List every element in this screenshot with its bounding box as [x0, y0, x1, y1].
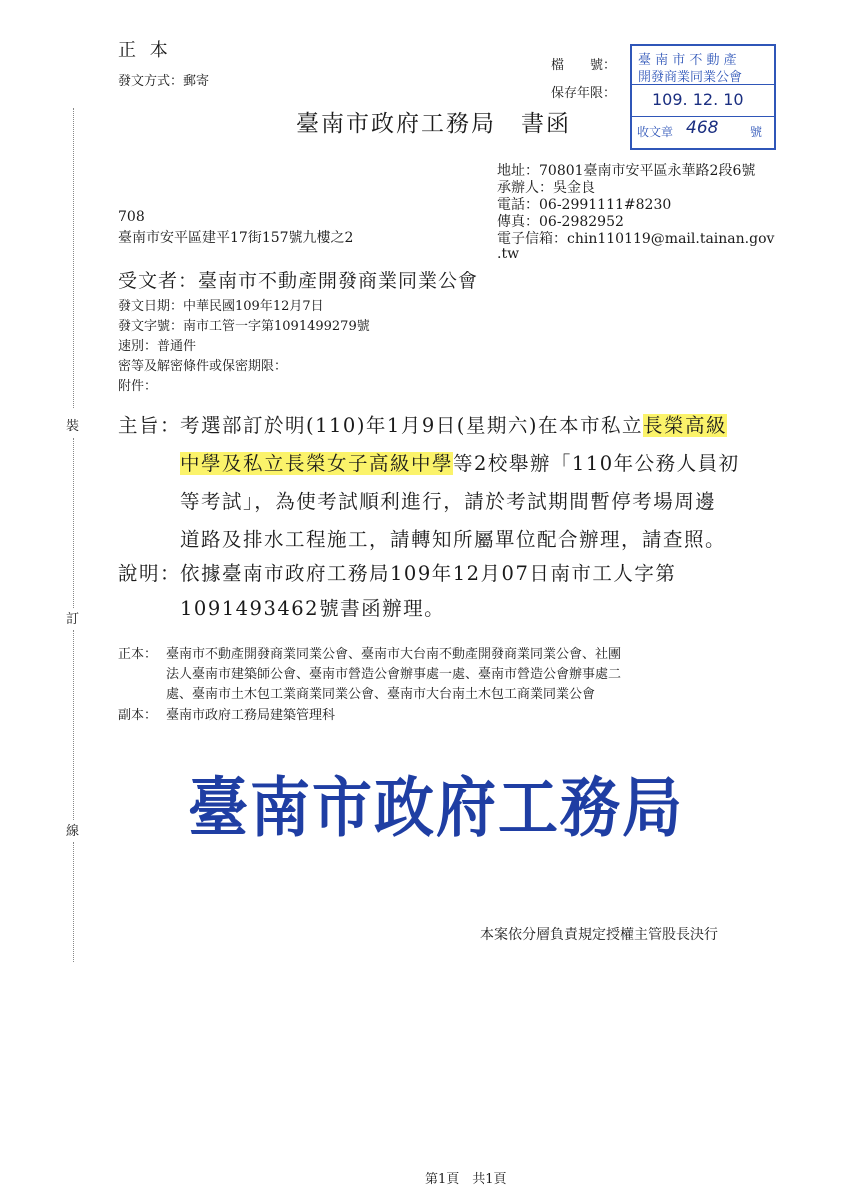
- recipient: 受文者：臺南市不動產開發商業同業公會: [118, 270, 479, 292]
- sender-email: 電子信箱：chin110119@mail.tainan.gov: [497, 231, 775, 247]
- stamp-date: 109. 12. 10: [652, 90, 744, 109]
- explanation-line-2: 1091493462號書函辦理。: [180, 597, 446, 620]
- subject-line-2-text: 等2校舉辦「110年公務人員初: [453, 452, 740, 475]
- stamp-org-line2: 開發商業同業公會: [638, 70, 743, 85]
- copy-type: 正 本: [118, 40, 172, 61]
- subject-line-4: 道路及排水工程施工，請轉知所屬單位配合辦理，請查照。: [180, 528, 727, 551]
- retention-label: 保存年限：: [551, 86, 617, 101]
- binding-line-top: [73, 108, 74, 408]
- subject-label: 主旨：: [118, 414, 182, 437]
- subject-line-1-text: 考選部訂於明(110)年1月9日(星期六)在本市私立: [180, 414, 643, 437]
- sender-address: 地址：70801臺南市安平區永華路2段6號: [497, 163, 756, 179]
- cc-copy-label: 副本：: [118, 708, 158, 723]
- subject-line-1-highlight: 長榮高級: [642, 414, 727, 437]
- stamp-recv-label: 收文章: [637, 125, 674, 139]
- delivery-speed: 速別：普通件: [118, 339, 197, 354]
- cc-main-line-3: 處、臺南市土木包工業商業同業公會、臺南市大台南土木包工商業同業公會: [166, 687, 596, 702]
- binding-mark-ding: 訂: [66, 612, 80, 627]
- recipient-address: 臺南市安平區建平17街157號九樓之2: [118, 230, 354, 246]
- subject-line-1: [180, 410, 727, 438]
- binding-line-bottom: [73, 842, 74, 962]
- explanation-label: 說明：: [118, 562, 182, 585]
- sender-fax: 傳真：06-2982952: [497, 214, 624, 230]
- stamp-recv-suffix: 號: [750, 125, 763, 139]
- cc-main-line-2: 法人臺南市建築師公會、臺南市營造公會辦事處一處、臺南市營造公會辦事處二: [166, 667, 622, 682]
- binding-line-low: [73, 630, 74, 820]
- attachment: 附件：: [118, 379, 158, 394]
- document-number: 發文字號：南市工管一字第1091499279號: [118, 319, 370, 334]
- stamp-org-line1: 臺 南 市 不 動 產: [638, 53, 737, 68]
- binding-line-mid: [73, 438, 74, 608]
- subject-line-2: [180, 448, 740, 476]
- subject-line-3: 等考試」，為使考試順利進行，請於考試期間暫停考場周邊: [180, 490, 717, 513]
- sender-email-cont: .tw: [497, 246, 520, 262]
- binding-mark-zhuang: 裝: [66, 419, 80, 434]
- sender-phone: 電話：06-2991111#8230: [497, 197, 672, 213]
- secrecy-level: 密等及解密條件或保密期限：: [118, 359, 288, 374]
- cc-main-label: 正本：: [118, 647, 158, 662]
- send-method: 發文方式：郵寄: [118, 74, 210, 89]
- page-footer: 第1頁 共1頁: [425, 1172, 507, 1187]
- authority-note: 本案依分層負責規定授權主管股長決行: [480, 927, 718, 943]
- stamp-recv-number: 468: [686, 118, 719, 138]
- explanation-line-1: 依據臺南市政府工務局109年12月07日南市工人字第: [180, 562, 677, 585]
- subject-line-2-highlight: 中學及私立長榮女子高級中學: [180, 452, 454, 475]
- file-number-label: 檔 號：: [551, 58, 617, 73]
- agency-seal: 臺南市政府工務局: [188, 770, 684, 847]
- sender-handler: 承辦人：吳金良: [497, 180, 595, 196]
- binding-mark-xian: 線: [66, 824, 80, 839]
- cc-copy-line-1: 臺南市政府工務局建築管理科: [166, 708, 336, 723]
- document-title: 臺南市政府工務局 書函: [296, 111, 571, 137]
- received-stamp: [630, 44, 776, 150]
- cc-main-line-1: 臺南市不動產開發商業同業公會、臺南市大台南不動產開發商業同業公會、社團: [166, 647, 622, 662]
- recipient-postal-code: 708: [118, 209, 145, 225]
- issue-date: 發文日期：中華民國109年12月7日: [118, 299, 324, 314]
